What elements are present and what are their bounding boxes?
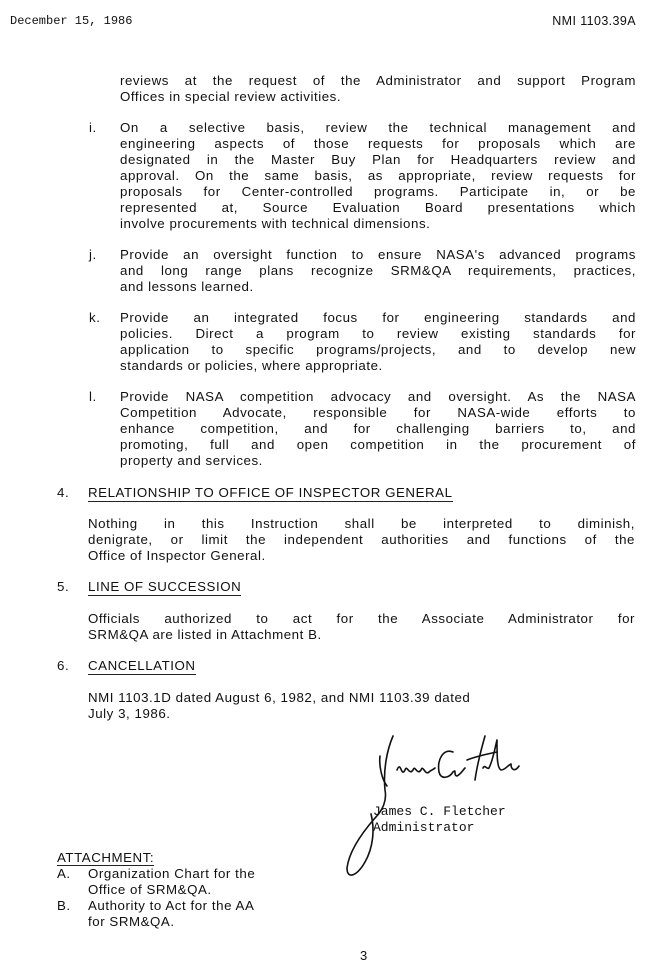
attachments-block xyxy=(57,850,317,930)
list-marker: j. xyxy=(89,247,97,262)
text-line: Offices in special review activities. xyxy=(120,89,342,104)
text-line: application to specific programs/projects, and to develop new xyxy=(120,342,636,357)
text-line: and long range plans recognize SRM&QA requirements, practices, xyxy=(120,263,636,278)
attachments-heading-text: ATTACHMENT: xyxy=(57,850,155,865)
signer-name: James C. Fletcher xyxy=(373,804,506,819)
text-line: reviews at the request of the Administrator and support Program xyxy=(120,73,636,88)
signer-title: Administrator xyxy=(373,820,475,835)
text-line: approval. On the same basis, as appropriate, review requests for xyxy=(120,168,636,183)
text-line: denigrate, or limit the independent authorities and functions of the xyxy=(88,532,635,547)
header-doc-number: NMI 1103.39A xyxy=(552,14,636,28)
text-line: standards or policies, where appropriate. xyxy=(120,358,383,373)
section-6-paragraph xyxy=(88,690,635,722)
section-number: 5. xyxy=(57,579,70,594)
signature-stroke xyxy=(483,740,519,770)
text-line: July 3, 1986. xyxy=(88,706,171,721)
signature-stroke xyxy=(475,736,485,780)
section-number: 4. xyxy=(57,485,70,500)
text-line: Authority to Act for the AA xyxy=(88,898,255,913)
text-line: represented at, Source Evaluation Board presentations which xyxy=(120,200,636,215)
section-title: RELATIONSHIP TO OFFICE OF INSPECTOR GENERAL xyxy=(88,485,453,500)
text-line: SRM&QA are listed in Attachment B. xyxy=(88,627,322,642)
text-line: On a selective basis, review the technical management and xyxy=(120,120,636,135)
list-marker: k. xyxy=(89,310,101,325)
text-line: engineering aspects of those requests for proposals which are xyxy=(120,136,636,151)
signature-stroke xyxy=(439,751,465,777)
signature-stroke xyxy=(397,767,435,773)
text-line: NMI 1103.1D dated August 6, 1982, and NMI 1103.39 dated xyxy=(88,690,471,705)
text-line: Provide an oversight function to ensure NASA's advanced programs xyxy=(120,247,636,262)
text-line: Competition Advocate, responsible for NASA-wide efforts to xyxy=(120,405,636,420)
text-line: Provide an integrated focus for engineering standards and xyxy=(120,310,636,325)
text-line: Office of SRM&QA. xyxy=(88,882,212,897)
section-5-paragraph xyxy=(88,611,635,643)
attachment-marker: B. xyxy=(57,898,71,913)
list-marker: l. xyxy=(89,389,97,404)
text-line: Nothing in this Instruction shall be interpreted to diminish, xyxy=(88,516,635,531)
text-line: involve procurements with technical dimensions. xyxy=(120,216,431,231)
section-title: CANCELLATION xyxy=(88,658,196,673)
page-number: 3 xyxy=(360,948,368,963)
list-marker: i. xyxy=(89,120,97,135)
text-line: Organization Chart for the xyxy=(88,866,256,881)
attachment-marker: A. xyxy=(57,866,71,881)
text-line: property and services. xyxy=(120,453,263,468)
section-4-paragraph xyxy=(88,516,635,564)
section-number: 6. xyxy=(57,658,70,673)
text-line: Provide NASA competition advocacy and oversight. As the NASA xyxy=(120,389,636,404)
text-line: designated in the Master Buy Plan for Headquarters review and xyxy=(120,152,636,167)
text-line: Office of Inspector General. xyxy=(88,548,266,563)
text-line: promoting, full and open competition in the procurement of xyxy=(120,437,636,452)
header-date: December 15, 1986 xyxy=(10,14,133,28)
continuation-paragraph xyxy=(120,73,636,105)
attachment-item-a xyxy=(57,866,317,898)
attachment-item-b xyxy=(57,898,317,930)
text-line: Officials authorized to act for the Associate Administrator for xyxy=(88,611,635,626)
text-line: policies. Direct a program to review existing standards for xyxy=(120,326,636,341)
text-line: enhance competition, and for challenging barriers to, and xyxy=(120,421,636,436)
text-line: proposals for Center-controlled programs. Participate in, or be xyxy=(120,184,636,199)
text-line: and lessons learned. xyxy=(120,279,254,294)
attachments-heading xyxy=(57,850,317,866)
section-title: LINE OF SUCCESSION xyxy=(88,579,242,594)
text-line: for SRM&QA. xyxy=(88,914,175,929)
